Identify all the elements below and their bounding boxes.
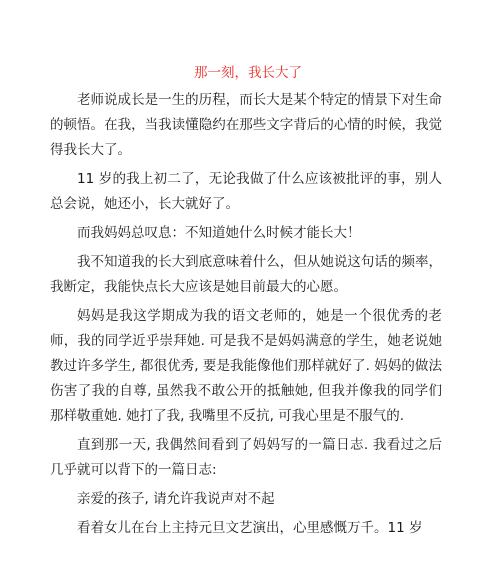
paragraph: 看着女儿在台上主持元旦文艺演出，心里感慨万千。11 岁 — [77, 519, 423, 536]
paragraph: 11 岁的我上初二了，无论我做了什么应该被批评的事，别人总会说，她还小，长大就好了。 — [50, 171, 442, 213]
document-title: 那一刻，我长大了 — [194, 65, 302, 81]
paragraph: 而我妈妈总叹息：不知道她什么时候才能长大！ — [77, 225, 361, 242]
paragraph: 老师说成长是一生的历程，而长大是某个特定的情景下对生命的顿悟。在我，当我读懂隐约在那些文字背后的心情的时候，我觉得我长大了。 — [50, 92, 442, 159]
paragraph: 妈妈是我这学期成为我的语文老师的，她是一个很优秀的老师，我的同学近乎崇拜她. 可是我不是妈妈满意的学生，她老说她教过许多学生, 都很优秀, 要是我能像他们那样就好了. 妈妈的做法伤害了我的自尊, 虽然我不敢公开的抵触她, 但我并像我的同学们那样敬重她. 她打了我, 我嘴里不反抗, 可我心里是不服气的. — [50, 307, 442, 425]
paragraph: 我不知道我的长大到底意味着什么，但从她说这句话的频率，我断定，我能快点长大应该是她目前最大的心愿。 — [50, 253, 442, 295]
paragraph: 直到那一天, 我偶然间看到了妈妈写的一篇日志. 我看过之后几乎就可以背下的一篇日志: — [50, 437, 442, 479]
paragraph: 亲爱的孩子, 请允许我说声对不起 — [77, 491, 275, 508]
document-body — [50, 88, 442, 544]
